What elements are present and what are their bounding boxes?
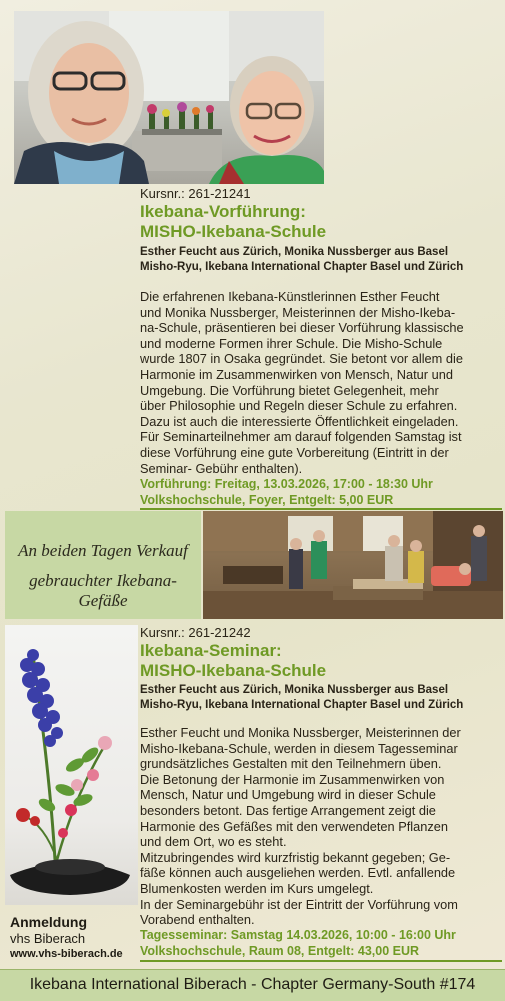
course2-title-line2: MISHO-Ikebana-Schule <box>140 661 327 680</box>
course2-description-line: Esther Feucht und Monika Nussberger, Meisterinnen der <box>140 725 461 740</box>
course2-description-line: In der Seminargebühr ist der Eintritt der Vorführung vom <box>140 896 458 912</box>
course1-description-line: und Monika Nussberger, Meisterinnen der Misho-Ikeba- <box>140 304 456 320</box>
course1-description-line: Die erfahrenen Ikebana-Künstlerinnen Esther Feucht <box>140 289 440 304</box>
workshop-room-illustration <box>203 511 503 619</box>
course2-description-line: und dem Ort, wo es steht. <box>140 834 287 850</box>
footer-bar <box>0 969 505 1001</box>
course2-description-line: Harmonie des Gefäßes mit den verwendeten Pflanzen <box>140 818 449 834</box>
course1-venue: Volkshochschule, Foyer, Entgelt: 5,00 EUR <box>140 493 394 507</box>
instructors-illustration <box>14 11 324 184</box>
sale-notice-box <box>5 511 201 619</box>
course2-description-line: Die Betonung der Harmonie im Zusammenwirken von <box>140 771 445 787</box>
course2-description-line: grundsätzliches Gestalten mit den Teilnehmern üben. <box>140 756 442 772</box>
ikebana-arrangement-illustration <box>5 625 138 905</box>
photo-ikebana-arrangement <box>5 625 138 905</box>
photo-instructors <box>14 11 324 184</box>
course1-title-line2: MISHO-Ikebana-Schule <box>140 222 327 241</box>
course1-description-line: na-Schule, präsentieren bei dieser Vorführung klassische <box>140 320 464 336</box>
course2-description-line: Mensch, Natur und Umgebung wird in dieser Schule <box>140 787 436 803</box>
course1-description-line: über Philosophie und Regeln dieser Schule zu erfahren. <box>140 398 458 414</box>
course1-description-line: Dazu ist auch die interessierte Öffentlichkeit eingeladen. <box>140 413 459 429</box>
course1-description-line: Harmonie im Zusammenwirken von Mensch, Natur und <box>140 366 453 382</box>
photo-workshop-room <box>203 511 503 619</box>
registration-org: vhs Biberach <box>10 931 86 946</box>
course2-venue: Volkshochschule, Raum 08, Entgelt: 43,00 EUR <box>140 944 420 958</box>
course2-description-line: Blumenkosten werden im Kurs umgelegt. <box>140 880 374 896</box>
course2-description <box>140 725 502 928</box>
course1-description-line: Umgebung. Die Vorführung bietet Gelegenheit, mehr <box>140 382 439 398</box>
registration-heading: Anmeldung <box>10 914 87 930</box>
course1-date: Vorführung: Freitag, 13.03.2026, 17:00 - 18:30 Uhr <box>140 477 433 491</box>
course2-number: Kursnr.: 261-21242 <box>140 625 251 640</box>
course2-description-line: Mitzubringendes wird kurzfristig bekannt gegeben; Ge- <box>140 849 451 865</box>
course2-description-line: Misho-Ikebana-Schule, werden in diesem Tagesseminar <box>140 740 458 756</box>
course2-instructors: Esther Feucht aus Zürich, Monika Nussberger aus Basel <box>140 684 449 696</box>
registration-website-link[interactable]: www.vhs-biberach.de <box>10 948 123 960</box>
course1-instructors: Esther Feucht aus Zürich, Monika Nussberger aus Basel <box>140 246 449 258</box>
course2-description-line: Vorabend enthalten. <box>140 912 255 928</box>
course1-description-line: diese Vorführung eine gute Vorbereitung (Eintritt in der <box>140 444 449 460</box>
sale-notice-line2: gebrauchter Ikebana-Gefäße <box>29 571 177 610</box>
course2-description-line: fäße können auch ausgeliehen werden. Evtl. anfallende <box>140 865 456 881</box>
course1-description <box>140 289 502 476</box>
course1-description-line: Seminar- Gebühr enthalten). <box>140 460 303 476</box>
course1-description-line: wurde 1807 in Osaka gegründet. Sie betont vor allem die <box>140 351 463 367</box>
sale-notice-line1: An beiden Tagen Verkauf <box>18 541 188 560</box>
course2-date: Tagesseminar: Samstag 14.03.2026, 10:00 - 16:00 Uhr <box>140 928 456 942</box>
course2-school: Misho-Ryu, Ikebana International Chapter Basel und Zürich <box>140 699 464 711</box>
course2-description-line: besonders betont. Das fertige Arrangement zeigt die <box>140 802 436 818</box>
course1-school: Misho-Ryu, Ikebana International Chapter Basel und Zürich <box>140 261 464 273</box>
footer-text: Ikebana International Biberach - Chapter Germany-South #174 <box>29 976 476 993</box>
course1-title-line1: Ikebana-Vorführung: <box>140 202 306 221</box>
course1-description-line: Für Seminarteilnehmer am darauf folgenden Samstag ist <box>140 429 462 445</box>
course1-divider <box>140 508 502 510</box>
course2-divider <box>140 960 502 962</box>
course2-title-line1: Ikebana-Seminar: <box>140 641 282 660</box>
course1-number: Kursnr.: 261-21241 <box>140 186 251 201</box>
course1-description-line: und moderne Formen ihrer Schule. Die Misho-Schule <box>140 335 443 351</box>
